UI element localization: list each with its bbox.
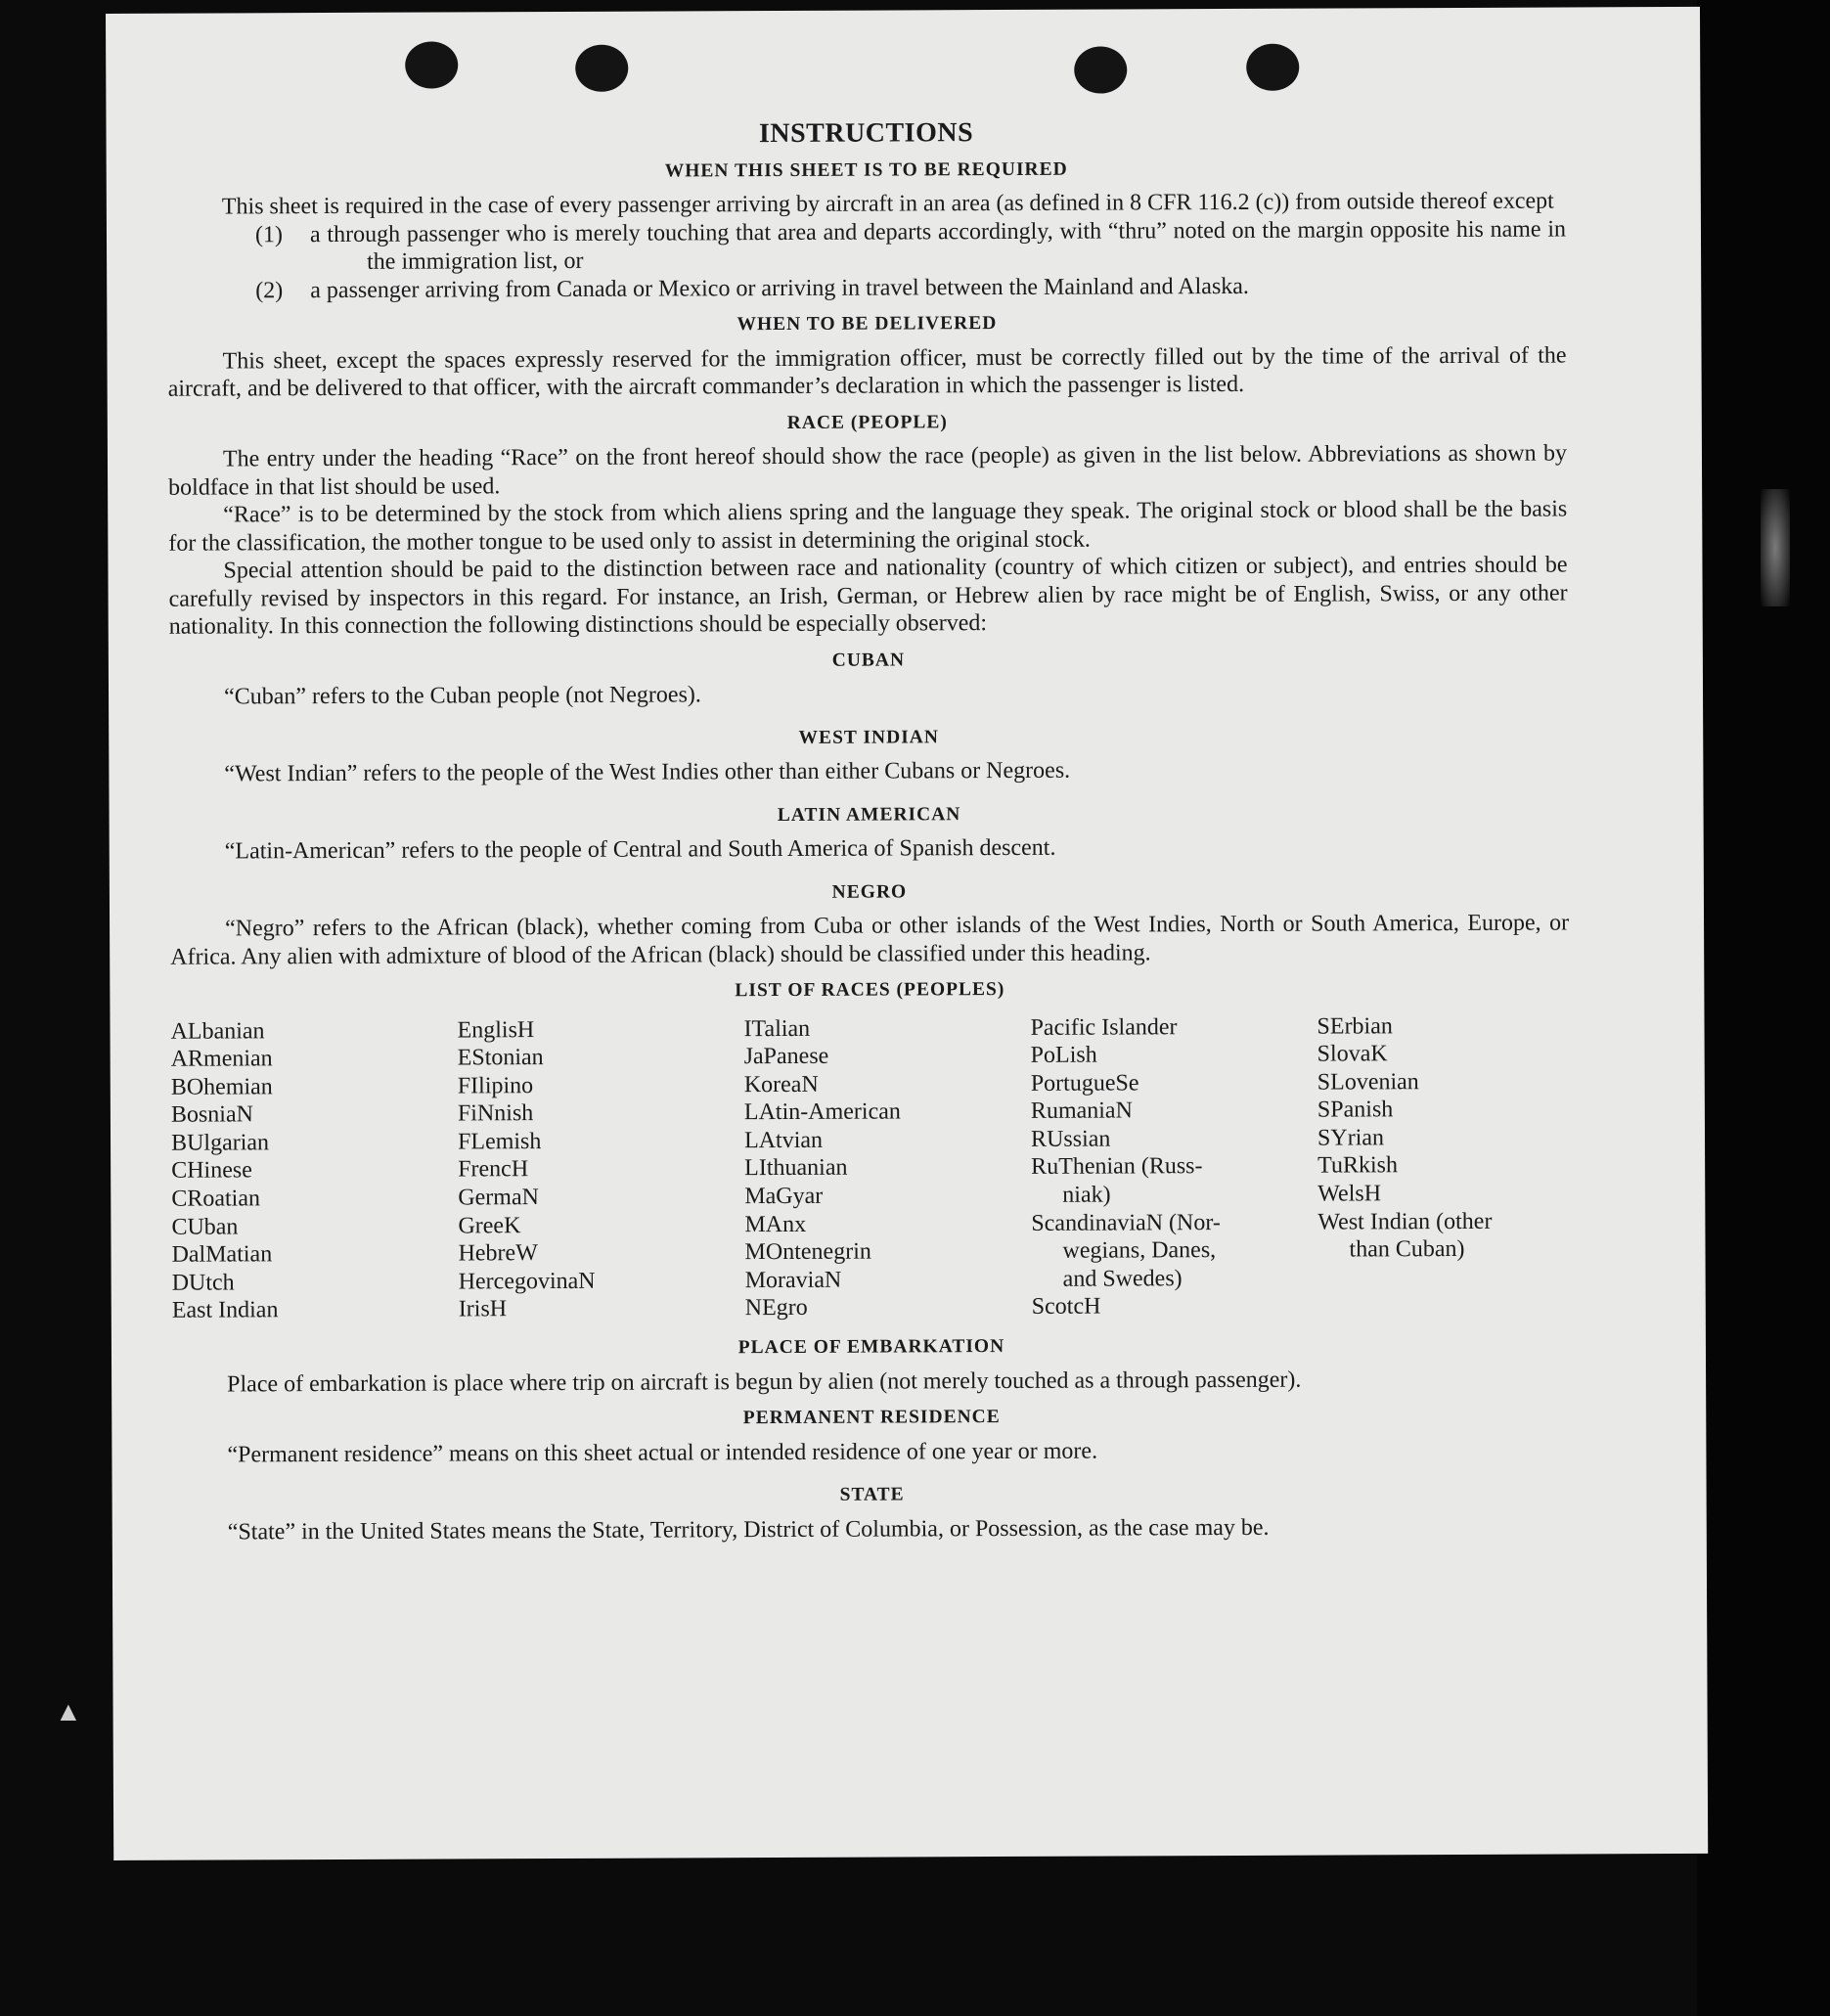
item-number: (2) bbox=[255, 277, 284, 303]
race-entry: RUssian bbox=[1030, 1126, 1111, 1152]
race-entry: ARmenian bbox=[170, 1046, 273, 1072]
heading-state: STATE bbox=[839, 1484, 905, 1505]
state-text: “State” in the United States means the State, Territory, District of Columbia, or Possession, as the case may be. bbox=[227, 1514, 1270, 1546]
heading-list-of-races: LIST OF RACES (PEOPLES) bbox=[735, 978, 1005, 1002]
races-column-5 bbox=[1317, 1011, 1570, 1321]
race-entry-continued: wegians, Danes, bbox=[1062, 1237, 1217, 1264]
item-text: a passenger arriving from Canada or Mexico or arriving in travel between the Mainland and Alaska. bbox=[310, 273, 1249, 303]
race-entry: PortugueSe bbox=[1030, 1070, 1139, 1097]
race-entry: ScotcH bbox=[1031, 1294, 1101, 1321]
embarkation-text: Place of embarkation is place where trip on aircraft is begun by alien (not merely touched as a through passenger). bbox=[227, 1366, 1302, 1398]
delivered-text: This sheet, except the spaces expressly reserved for the immigration officer, must be correctly filled out by the time of the arrival of the aircraft, and be delivered to that officer, with the aircraft commander’s declaration in which the passenger is listed. bbox=[167, 341, 1567, 402]
cuban-text: “Cuban” refers to the Cuban people (not Negroes). bbox=[223, 682, 701, 710]
race-entry: IrisH bbox=[458, 1296, 508, 1322]
race-entry: Pacific Islander bbox=[1030, 1013, 1178, 1041]
heading-cuban: CUBAN bbox=[831, 649, 906, 671]
race-entry: FLemish bbox=[457, 1128, 542, 1155]
race-entry: DUtch bbox=[171, 1270, 235, 1296]
race-entry: BUlgarian bbox=[170, 1130, 270, 1156]
race-entry: FiNnish bbox=[457, 1100, 534, 1127]
race-entry: East Indian bbox=[171, 1297, 279, 1324]
race-entry: LIthuanian bbox=[744, 1155, 848, 1182]
race-entry: MaGyar bbox=[744, 1183, 824, 1210]
race-entry: MoraviaN bbox=[744, 1267, 842, 1294]
instructions-body bbox=[166, 116, 1571, 1546]
heading-latin-american: LATIN AMERICAN bbox=[777, 803, 961, 826]
race-entry: CRoatian bbox=[171, 1186, 261, 1212]
punch-hole bbox=[575, 45, 628, 92]
race-entry: SYrian bbox=[1317, 1125, 1385, 1151]
page-title: INSTRUCTIONS bbox=[758, 117, 974, 150]
race-entry: DalMatian bbox=[171, 1241, 273, 1268]
race-entry: LAtin-American bbox=[743, 1098, 901, 1126]
heading-race: RACE (PEOPLE) bbox=[786, 411, 948, 433]
latin-american-text: “Latin-American” refers to the people of Central and South America of Spanish descent. bbox=[224, 834, 1056, 865]
heading-required: WHEN THIS SHEET IS TO BE REQUIRED bbox=[664, 158, 1068, 182]
heading-negro: NEGRO bbox=[831, 880, 908, 903]
required-item-1 bbox=[167, 215, 1566, 277]
race-entry: FIlipino bbox=[457, 1072, 534, 1099]
races-column-4 bbox=[1030, 1012, 1317, 1322]
heading-west-indian: WEST INDIAN bbox=[798, 726, 939, 748]
race-entry: TuRkish bbox=[1317, 1152, 1399, 1180]
race-entry: SLovenian bbox=[1317, 1068, 1419, 1096]
race-entry: PoLish bbox=[1030, 1042, 1097, 1068]
race-entry: ScandinaviaN (Nor- bbox=[1031, 1209, 1221, 1236]
race-entry: GermaN bbox=[458, 1185, 539, 1211]
race-entry: JaPanese bbox=[743, 1043, 829, 1070]
race-entry: CHinese bbox=[171, 1157, 252, 1185]
race-entry-continued: niak) bbox=[1062, 1182, 1111, 1208]
race-entry: SPanish bbox=[1317, 1097, 1394, 1123]
race-entry-continued: than Cuban) bbox=[1349, 1236, 1465, 1263]
race-entry: RuThenian (Russ- bbox=[1031, 1153, 1203, 1181]
negro-text: “Negro” refers to the African (black), whether coming from Cuba or other islands of the West Indies, North or South America, Europe, or Africa. Any alien with admixture of blood of the African (black) should be classified under this heading. bbox=[170, 910, 1570, 970]
race-entry: LAtvian bbox=[743, 1127, 824, 1154]
race-entry: FrencH bbox=[458, 1156, 529, 1183]
race-entry: ALbanian bbox=[170, 1017, 265, 1045]
race-paragraph-2: “Race” is to be determined by the stock from which aliens spring and the language they speak. The original stock or blood shall be the basis for the classification, the mother tongue to be used only to assist in determining the original stock. bbox=[168, 496, 1568, 557]
residence-text: “Permanent residence” means on this sheet actual or intended residence of one year or more. bbox=[227, 1438, 1098, 1468]
races-column-2 bbox=[457, 1015, 744, 1324]
required-intro: This sheet is required in the case of every passenger arriving by aircraft in an area (as defined in 8 CFR 116.2 (c)) from outside thereof except bbox=[221, 188, 1554, 220]
race-entry: CUban bbox=[171, 1214, 239, 1240]
race-entry: RumaniaN bbox=[1030, 1098, 1133, 1125]
race-entry: KoreaN bbox=[743, 1071, 819, 1098]
race-entry: SErbian bbox=[1317, 1012, 1393, 1040]
race-paragraph-3: Special attention should be paid to the distinction between race and nationality (country of which citizen or subject), and entries should be carefully revised by inspectors in this regard. For instance, an Irish, German, or Hebrew alien by race might be of English, Swiss, or any other nationality. In this connection the following distinctions should be especially observed: bbox=[168, 552, 1568, 640]
races-list bbox=[170, 1011, 1570, 1325]
scan-background-edge bbox=[1697, 0, 1830, 2016]
punch-hole bbox=[1074, 46, 1127, 93]
heading-delivered: WHEN TO BE DELIVERED bbox=[736, 313, 998, 336]
item-number: (1) bbox=[254, 221, 284, 247]
race-entry: BOhemian bbox=[170, 1073, 273, 1100]
scan-speck: ▲ bbox=[55, 1697, 82, 1727]
document-sheet bbox=[106, 7, 1708, 1860]
race-entry: NEgro bbox=[744, 1295, 808, 1322]
race-entry: West Indian (other bbox=[1317, 1208, 1493, 1235]
race-entry: EnglisH bbox=[457, 1016, 535, 1043]
race-entry: EStonian bbox=[457, 1045, 544, 1071]
punch-hole bbox=[1246, 44, 1299, 91]
races-column-3 bbox=[743, 1013, 1031, 1322]
scanner-glare bbox=[1761, 489, 1790, 606]
race-entry: MOntenegrin bbox=[744, 1238, 871, 1266]
race-entry: GreeK bbox=[458, 1212, 521, 1239]
heading-residence: PERMANENT RESIDENCE bbox=[742, 1407, 1001, 1429]
race-entry: SlovaK bbox=[1317, 1041, 1388, 1067]
race-entry-continued: and Swedes) bbox=[1062, 1266, 1183, 1292]
race-paragraph-1: The entry under the heading “Race” on the front hereof should show the race (people) as given in the list below. Abbreviations as shown by boldface in that list should be used. bbox=[168, 440, 1568, 501]
race-entry: BosniaN bbox=[170, 1101, 253, 1128]
punch-hole bbox=[405, 41, 458, 88]
race-entry: HercegovinaN bbox=[458, 1268, 596, 1295]
heading-embarkation: PLACE OF EMBARKATION bbox=[737, 1336, 1005, 1359]
race-entry: MAnx bbox=[744, 1211, 807, 1237]
west-indian-text: “West Indian” refers to the people of the West Indies other than either Cubans or Negroes. bbox=[224, 757, 1071, 787]
race-entry: ITalian bbox=[743, 1015, 811, 1042]
item-text: a through passenger who is merely touching that area and departs accordingly, with “thru” noted on the margin opposite his name in the immigration list, or bbox=[309, 215, 1567, 275]
races-column-1 bbox=[170, 1016, 458, 1325]
race-entry: HebreW bbox=[458, 1240, 538, 1267]
required-item-2 bbox=[167, 271, 1566, 305]
race-entry: WelsH bbox=[1317, 1181, 1382, 1207]
